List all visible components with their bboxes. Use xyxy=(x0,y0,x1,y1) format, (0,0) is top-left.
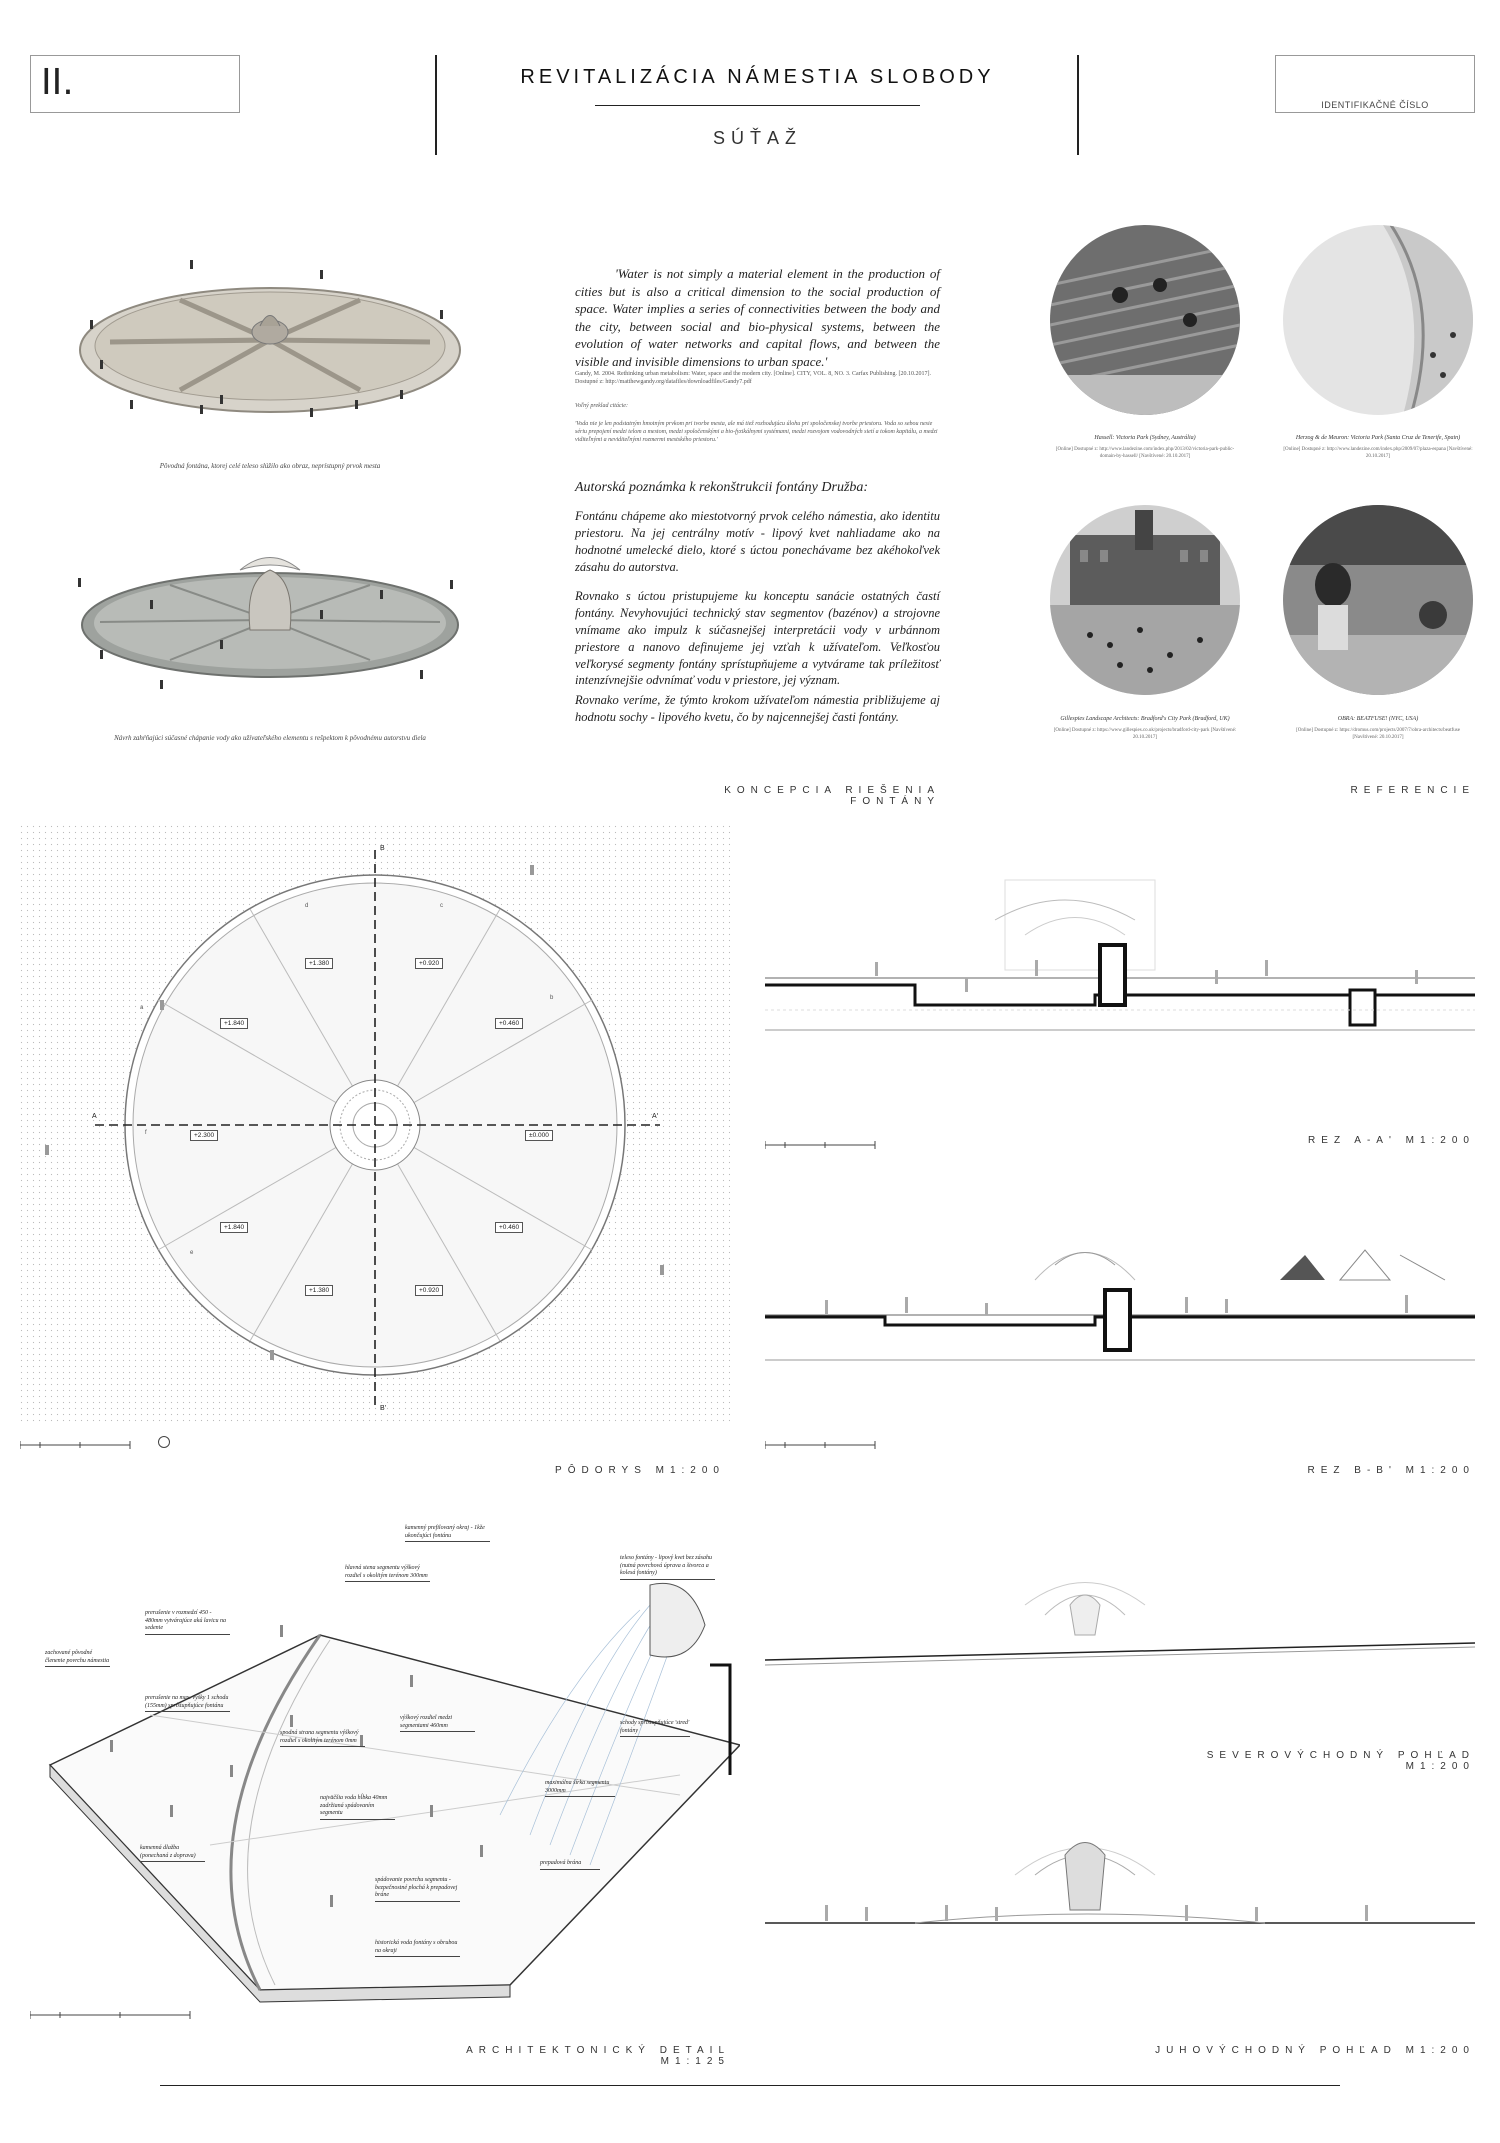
detail-annotation-11: teleso fontány - lipový kvet bez zásahu (nutná povrchová úprava a štvorca a kolesá fontány) xyxy=(620,1555,715,1580)
page-subtitle: SÚŤAŽ xyxy=(712,128,802,148)
original-fountain-image xyxy=(70,250,470,430)
plan-drawing xyxy=(20,825,730,1425)
reference-caption-3: Gillespies Landscape Architects: Bradford's City Park (Bradford, UK) xyxy=(1060,716,1230,722)
southeast-view-label: JUHOVÝCHODNÝ POHĽAD M1:200 xyxy=(1155,2045,1475,2056)
id-box xyxy=(1275,55,1475,113)
proposed-fountain-caption: Návrh zahŕňajúci súčasné chápanie vody ako užívateľského elementu s rešpektom k pôvodnému autorstvu diela xyxy=(114,734,426,742)
detail-annotation-7: výškový rozdiel medzi segmentami 460mm xyxy=(400,1715,475,1732)
plan-segment-e: e xyxy=(190,1250,194,1256)
plan-elevation-4: +0.460 xyxy=(495,1018,523,1029)
detail-annotation-13: maximálna šírka segmentu 3000mm xyxy=(545,1780,615,1797)
plan-segment-a: a xyxy=(140,1005,144,1011)
plan-axis-b-prime: B' xyxy=(380,1405,387,1412)
reference-source-2: [Online] Dostupné z: http://www.landezine.com/index.php/2009/07/plaza-espana [Navštívené: 20.10.2017] xyxy=(1283,447,1473,459)
page-title: REVITALIZÁCIA NÁMESTIA SLOBODY xyxy=(520,66,995,88)
detail-scale-bar xyxy=(30,2010,200,2020)
detail-annotation-6: spodná strana segmentu výškový rozdiel s okolitým terénom 0mm xyxy=(280,1730,365,1747)
plan-segment-c: c xyxy=(440,903,443,909)
section-b-label: REZ B-B' M1:200 xyxy=(1307,1465,1475,1476)
plan-elevation-8: +0.460 xyxy=(495,1222,523,1233)
reference-image-victoria-park-sydney xyxy=(1050,225,1240,415)
detail-annotation-1: kamenný prefilovaný okraj - 1kže ukončujúci fontánu xyxy=(405,1525,490,1542)
plan-axis-b: B xyxy=(380,845,385,852)
section-a-label: REZ A-A' M1:200 xyxy=(1308,1135,1475,1146)
north-arrow-icon xyxy=(158,1436,170,1448)
detail-annotation-2: hlavná stena segmentu výškový rozdiel s okolitým terénom 300mm xyxy=(345,1565,430,1582)
plan-elevation-1: +1.380 xyxy=(305,958,333,969)
page-number: II. xyxy=(41,62,74,103)
plan-elevation-6: ±0.000 xyxy=(525,1130,553,1141)
header-divider-left xyxy=(435,55,437,155)
quote-translation: 'Voda nie je len podstatným hmotným prvkom pri tvorbe mesta, ale má tiež rozhodujúcu úlohu pri spoločenskej tvorbe priestoru. Voda so sebou nesie sériu prepojení medzi telom a mestom, medzi spoločenskými a bio-fyzikálnymi systémami, medzi rozvojom vodovodných sietí a tokom kapitálu, a medzi viditeľnými a neviditeľnými rozmermi mestského priestoru.' xyxy=(575,421,938,444)
reference-source-4: [Online] Dostupné z: https://dromus.com/projects/2007/7/obra-architects/beatfuse [Navštívené: 20.10.2017] xyxy=(1296,728,1460,740)
concept-section-label: KONCEPCIA RIEŠENIA FONTÁNY xyxy=(724,785,940,807)
plan-elevation-9: +1.380 xyxy=(305,1285,333,1296)
section-b-scale-bar xyxy=(765,1440,885,1450)
plan-elevation-10: +0.920 xyxy=(415,1285,443,1296)
detail-annotation-14: prepadová brána xyxy=(540,1860,600,1870)
detail-annotation-12: schody sprístupňujúce 'stred' fontány xyxy=(620,1720,690,1737)
plan-elevation-3: +1.840 xyxy=(220,1018,248,1029)
detail-annotation-5: prerušenie na max. výšky 1 schodu (155mm) sprístupňujúce fontánu xyxy=(145,1695,230,1712)
author-note-paragraph-1: Fontánu chápeme ako miestotvorný prvok celého námestia, ako identitu priestoru. Na jej centrálny motív - lipový kvet nahliadame ako na hodnotné umelecké dielo, ktoré s úctou ponechávame bez akéhokoľvek zásahu do autorstva. xyxy=(575,509,940,574)
plan-segment-d: d xyxy=(305,903,309,909)
reference-image-beatfuse xyxy=(1283,505,1473,695)
author-note-paragraph-2: Rovnako s úctou pristupujeme ku konceptu sanácie ostatných častí fontány. Nevyhovujúci technický stav segmentov (bazénov) a strojovne vnímame ako impulz k súčasnejšej interpretácii vody v urbánnom priestore a nanovo definujeme jej vzťah k užívateľom. Veľkosťou veľkorysé segmenty fontány sprístupňujeme a vytvárame tak príležitosť intenzívnejšie odvnímať vodu v priestore, jej význam. xyxy=(575,589,940,688)
title-underline xyxy=(595,105,920,106)
plan-elevation-7: +1.840 xyxy=(220,1222,248,1233)
header-divider-right xyxy=(1077,55,1079,155)
plan-label: PÔDORYS M1:200 xyxy=(555,1465,725,1476)
section-a-drawing xyxy=(765,860,1475,1060)
detail-annotation-8: najväčšia voda hĺbka 40mm zadržianá spádovaním segmentu xyxy=(320,1795,395,1820)
reference-caption-1: Hassell: Victoria Park (Sydney, Austrália) xyxy=(1094,435,1196,441)
plan-axis-a: A xyxy=(92,1113,97,1120)
detail-annotation-4: zachované pôvodné členenie povrchu námestia xyxy=(45,1650,110,1667)
footer-line xyxy=(160,2085,1340,2086)
author-note-paragraph-3: Rovnako veríme, že týmto krokom užívateľom námestia približujeme aj hodnotu sochy - lipového kvetu, čo by najcennejšej časti fontány. xyxy=(575,693,940,724)
plan-segment-b: b xyxy=(550,995,554,1001)
detail-annotation-3: prerušenie v rozmedzí 450 - 480mm vytvárajúce akú lavicu na sedenie xyxy=(145,1610,230,1635)
section-b-drawing xyxy=(765,1225,1475,1385)
plan-elevation-5: +2.300 xyxy=(190,1130,218,1141)
detail-drawing xyxy=(30,1515,740,2005)
northeast-view-label: SEVEROVÝCHODNÝ POHĽAD M1:200 xyxy=(1206,1750,1475,1772)
translation-label: Voľný preklad citácie: xyxy=(575,403,628,409)
reference-source-3: [Online] Dostupné z: https://www.gillespies.co.uk/projects/bradford-city-park [Navštívené: 20.10.2017] xyxy=(1053,728,1237,740)
references-section-label: REFERENCIE xyxy=(1350,785,1475,796)
plan-elevation-2: +0.920 xyxy=(415,958,443,969)
gandy-quote: 'Water is not simply a material element in the production of cities but is also a critical dimension to the social production of space. Water implies a series of connectivities between the body and the city, between social and bio-physical systems, between the evolution of water networks and capital flows, and between the visible and invisible dimensions to urban space.' xyxy=(575,266,940,369)
reference-image-bradford-city-park xyxy=(1050,505,1240,695)
original-fountain-caption: Pôvodná fontána, ktorej celé teleso slúžilo ako obraz, neprístupný prvok mesta xyxy=(159,462,381,470)
proposed-fountain-image xyxy=(70,530,470,700)
author-note-title: Autorská poznámka k rekonštrukcii fontány Družba: xyxy=(575,480,869,495)
northeast-view-drawing xyxy=(765,1565,1475,1685)
plan-axis-a-prime: A' xyxy=(652,1113,659,1120)
plan-segment-f: f xyxy=(145,1130,147,1136)
page-number-box xyxy=(30,55,240,113)
detail-annotation-15: historická voda fontány s obrubou na okraji xyxy=(375,1940,460,1957)
reference-caption-2: Herzog & de Meuron: Victoria Park (Santa Cruz de Tenerife, Spain) xyxy=(1295,435,1461,441)
quote-citation: Gandy, M. 2004. Rethinking urban metabolism: Water, space and the modern city. [Online]. CITY, VOL. 8, NO. 3. Carfax Publishing. [20.10.2017]. Dostupné z: http://matthewgandy.org/datafiles/downloadfiles/Gandy7.pdf xyxy=(575,371,931,386)
reference-image-plaza-espana xyxy=(1283,225,1473,415)
id-label: IDENTIFIKAČNÉ ČÍSLO xyxy=(1321,100,1429,110)
reference-source-1: [Online] Dostupné z: http://www.landezine.com/index.php/2013/02/victoria-park-public-domain-by-hassell/ [Navštívené: 20.10.2017] xyxy=(1055,447,1235,459)
detail-annotation-10: spádovanie povrchu segmentu - bezpečnostné plochá k prepadovej bráne xyxy=(375,1877,460,1902)
detail-annotation-9: kamenná dlažba (ponechaná z doprava) xyxy=(140,1845,205,1862)
southeast-view-drawing xyxy=(765,1815,1475,1955)
reference-caption-4: OBRA: BEATFUSE! (NYC, USA) xyxy=(1337,716,1419,722)
detail-label: ARCHITEKTONICKÝ DETAIL M1:125 xyxy=(466,2045,730,2067)
plan-scale-bar xyxy=(20,1440,140,1450)
section-a-scale-bar xyxy=(765,1140,885,1150)
